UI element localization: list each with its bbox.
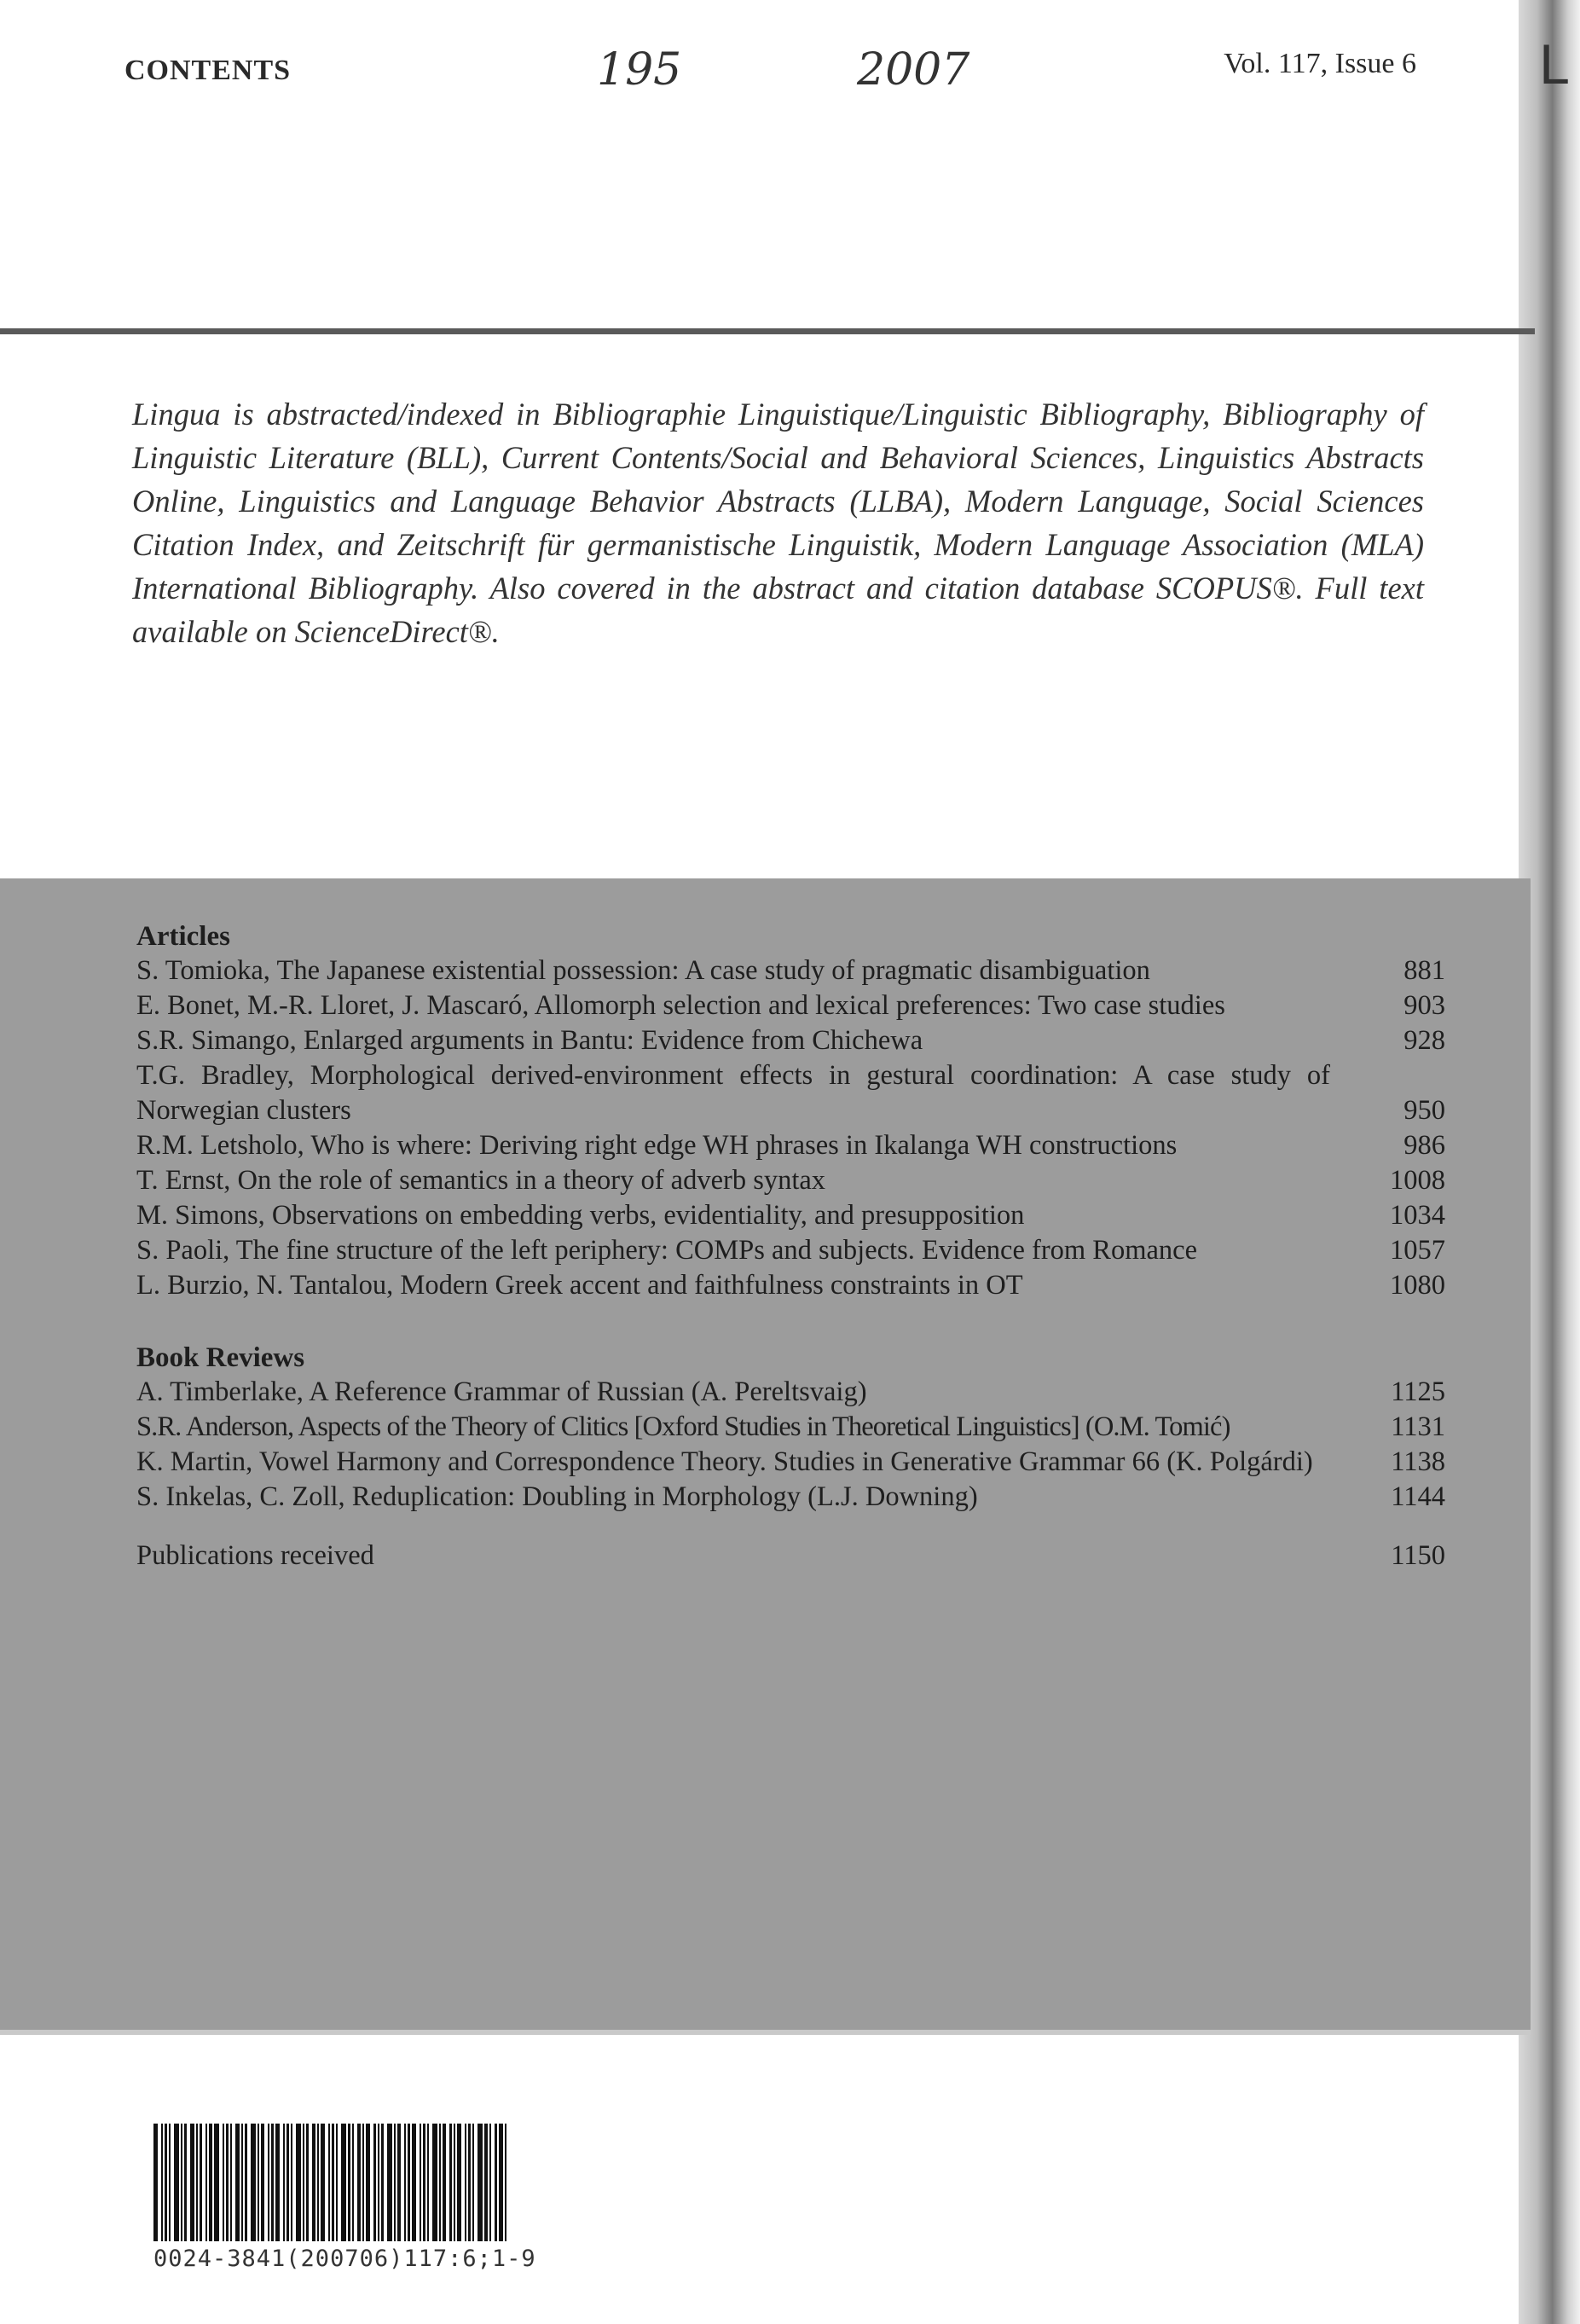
barcode-bar [378,2124,379,2241]
entry-page: 1125 [1391,1376,1445,1407]
articles-heading: Articles [136,921,230,952]
barcode-bar [321,2124,325,2241]
barcode-bar [484,2124,488,2241]
barcode-bar [190,2124,194,2241]
barcode-bar [454,2124,455,2241]
barcode-bar [332,2124,334,2241]
barcode-bar [317,2124,319,2241]
entry-title: K. Martin, Vowel Harmony and Correspondence Theory. Studies in Generative Grammar 66 (K. Polgárdi) [136,1446,1313,1477]
barcode-bar [362,2124,364,2241]
barcode-bar [328,2124,330,2241]
entry-title: S.R. Simango, Enlarged arguments in Bantu: Evidence from Chichewa [136,1025,923,1056]
entry-page: 903 [1403,990,1445,1021]
barcode-bar [303,2124,304,2241]
barcode-bar [408,2124,410,2241]
barcode-bar [352,2124,354,2241]
horizontal-rule [0,328,1535,334]
entry-title: T.G. Bradley, Morphological derived-environment effects in gestural coordination: A case study of Norwegian clusters [136,1060,1330,1126]
indexing-statement: Lingua is abstracted/indexed in Bibliographie Linguistique/Linguistic Bibliography, Bibliography of Linguistic Literature (BLL), Current Contents/Social and Behavioral Sciences, Linguistics Abstracts Online, Linguistics and Language Behavior Abstracts (LLBA), Modern Language, Social Sciences Citation Index, and Zeitschrift für germanistische Linguistik, Modern Language Association (MLA) International Bibliography. Also covered in the abstract and citation database SCOPUS®. Full text available on ScienceDirect®. [132,397,1424,649]
barcode-bar [196,2124,198,2241]
entry-page: 1144 [1391,1481,1445,1512]
toc-entry[interactable] [136,1375,1445,1410]
barcode-bar [251,2124,256,2241]
toc-entry[interactable] [136,1480,1445,1515]
barcode-bar [223,2124,224,2241]
toc-entry[interactable] [136,1023,1445,1058]
entry-title: Publications received [136,1540,374,1571]
barcode-bar [275,2124,280,2241]
entry-page: 950 [1403,1095,1445,1126]
barcode-bar [241,2124,243,2241]
barcode-bar [258,2124,259,2241]
entry-page: 881 [1403,955,1445,986]
barcode-bar [283,2124,285,2241]
section-gap [136,1515,1445,1539]
entry-title: S. Paoli, The fine structure of the left periphery: COMPs and subjects. Evidence from Romance [136,1235,1198,1266]
handwritten-number: 195 [597,44,682,96]
barcode-bar [443,2124,446,2241]
barcode-bar [432,2124,437,2241]
barcode-bar [286,2124,289,2241]
contents-label: CONTENTS [124,55,292,86]
barcode-bar [423,2124,425,2241]
entry-page: 1057 [1390,1235,1445,1266]
handwritten-year: 2007 [857,44,970,96]
entry-page: 928 [1403,1025,1445,1056]
barcode-bar [341,2124,346,2241]
barcode-number: 0024-3841(200706)117:6;1-9 [153,2246,536,2272]
barcode-bar [404,2124,406,2241]
entry-page: 1150 [1391,1540,1445,1571]
toc-entry[interactable] [136,988,1445,1023]
barcode-bar [205,2124,207,2241]
toc-entry[interactable] [136,1163,1445,1198]
barcode-bar [412,2124,416,2241]
entry-page: 986 [1403,1130,1445,1161]
edge-letters: L [1538,34,1568,96]
entry-title: M. Simons, Observations on embedding verbs, evidentiality, and presupposition [136,1200,1025,1231]
toc-entry[interactable] [136,1445,1445,1480]
barcode-bar [291,2124,292,2241]
toc-entry[interactable] [136,1128,1445,1163]
barcode-bar [306,2124,309,2241]
table-of-contents [136,919,1445,1573]
barcode-bar [336,2124,338,2241]
volume-issue: Vol. 117, Issue 6 [1224,48,1416,79]
toc-entry[interactable] [136,1410,1445,1445]
barcode-bar [357,2124,361,2241]
barcode-bar [165,2124,167,2241]
entry-title: S. Inkelas, C. Zoll, Reduplication: Doubling in Morphology (L.J. Downing) [136,1481,978,1512]
entry-title: T. Ernst, On the role of semantics in a theory of adverb syntax [136,1165,826,1196]
barcode-bar [181,2124,182,2241]
entry-page: 1034 [1390,1200,1445,1231]
barcode-bar [495,2124,497,2241]
barcode-bar [174,2124,179,2241]
entry-page: 1138 [1391,1446,1445,1477]
toc-entry[interactable] [136,1268,1445,1303]
barcode-bar [271,2124,274,2241]
entry-page: 1080 [1390,1270,1445,1301]
entry-title: E. Bonet, M.-R. Lloret, J. Mascaró, Allomorph selection and lexical preferences: Two case studies [136,990,1225,1021]
entry-page: 1008 [1390,1165,1445,1196]
barcode-bar [348,2124,350,2241]
toc-entry[interactable] [136,1058,1445,1128]
barcode-bar [226,2124,229,2241]
panel-bottom-edge [0,2030,1531,2035]
barcode-bar [439,2124,441,2241]
barcode-bar [245,2124,247,2241]
barcode-bar [184,2124,187,2241]
barcode-bar [366,2124,370,2241]
barcode-bar [397,2124,401,2241]
section-gap [136,1303,1445,1341]
book-reviews-heading: Book Reviews [136,1342,305,1373]
barcode-bar [261,2124,264,2241]
barcode-bar [505,2124,506,2241]
barcode-bar [489,2124,491,2241]
barcode-bar [169,2124,171,2241]
barcode-bar [449,2124,452,2241]
barcode-bar [477,2124,483,2241]
entry-title: R.M. Letsholo, Who is where: Deriving right edge WH phrases in Ikalanga WH constructions [136,1130,1178,1161]
barcode-bar [427,2124,429,2241]
barcode-bar [312,2124,315,2241]
toc-entry[interactable] [136,1233,1445,1268]
barcode-bar [387,2124,392,2241]
barcode-bar [230,2124,232,2241]
barcode-bar [153,2124,158,2241]
barcode-bar [373,2124,376,2241]
barcode-bar [161,2124,163,2241]
barcode-bar [268,2124,269,2241]
barcode-bar [209,2124,212,2241]
barcode-bar [200,2124,202,2241]
toc-entry[interactable] [136,1198,1445,1233]
barcode-bar [420,2124,421,2241]
entry-title: S.R. Anderson, Aspects of the Theory of Clitics [Oxford Studies in Theoretical Linguistics] (O.M. Tomić) [136,1411,1230,1442]
toc-entry[interactable] [136,1539,1445,1573]
barcode-bar [468,2124,471,2241]
barcode-bar [472,2124,474,2241]
barcode-bar [499,2124,503,2241]
entry-title: L. Burzio, N. Tantalou, Modern Greek accent and faithfulness constraints in OT [136,1270,1023,1301]
barcode-bar [457,2124,461,2241]
toc-entry[interactable] [136,953,1445,988]
entry-title: S. Tomioka, The Japanese existential possession: A case study of pragmatic disambiguation [136,955,1150,986]
barcode-icon [153,2124,614,2241]
barcode-bar [465,2124,466,2241]
entry-title: A. Timberlake, A Reference Grammar of Russian (A. Pereltsvaig) [136,1376,867,1407]
barcode-bar [381,2124,384,2241]
barcode-bar [214,2124,219,2241]
entry-page: 1131 [1391,1411,1445,1442]
barcode-bar [296,2124,301,2241]
barcode-bar [235,2124,240,2241]
barcode-bar [394,2124,396,2241]
